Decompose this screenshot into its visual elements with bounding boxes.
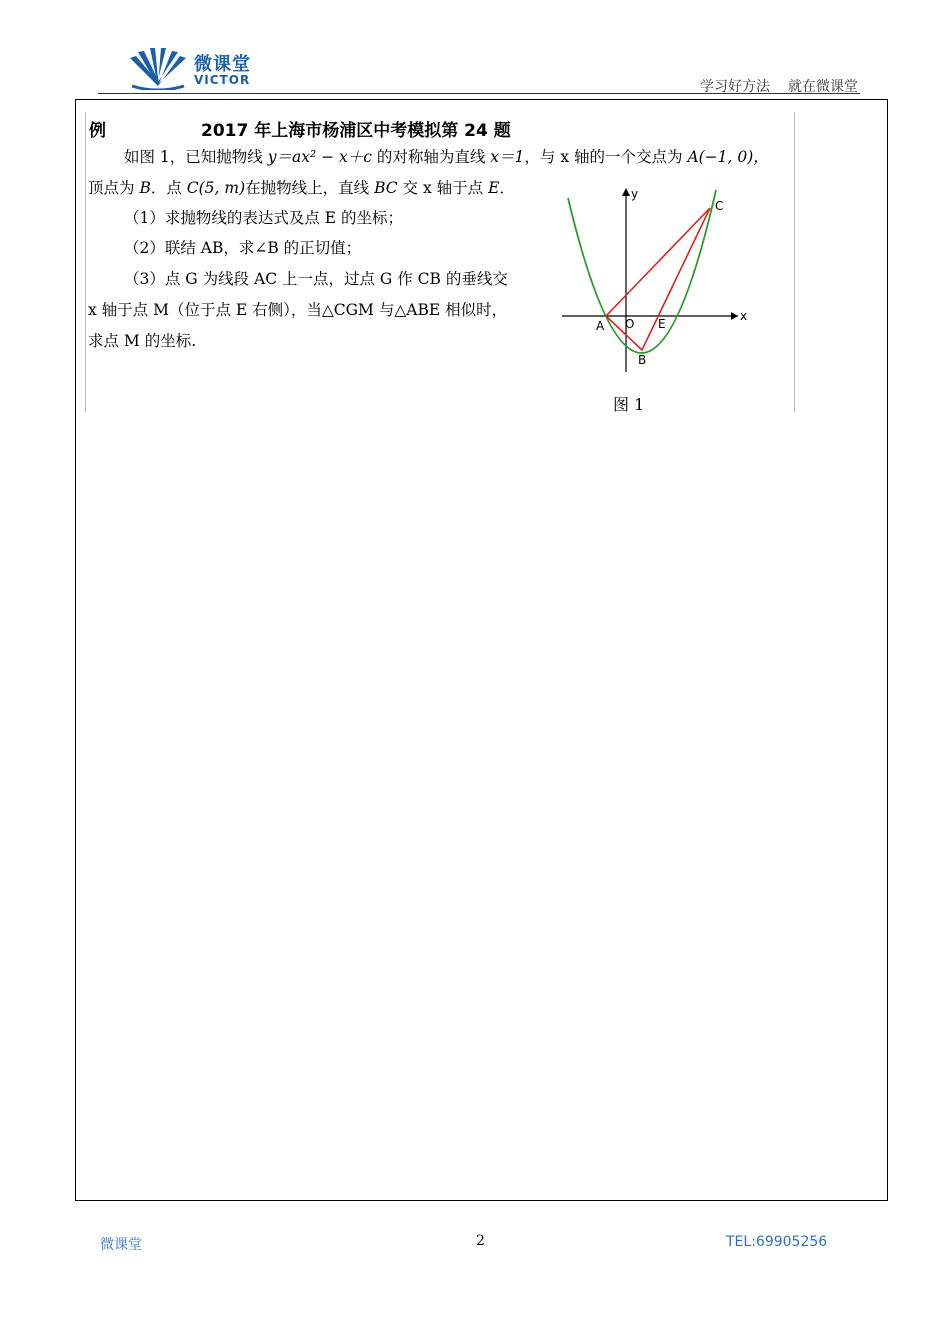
logo xyxy=(128,46,268,90)
intro-text: ． xyxy=(499,179,515,197)
line-bc: BC xyxy=(374,179,398,197)
logo-fan-icon xyxy=(128,46,188,90)
footer-brand: 微课堂 xyxy=(100,1237,142,1253)
point-e: E xyxy=(488,179,500,197)
parabola-curve xyxy=(568,190,716,353)
question-3-line-3: 求点 M 的坐标. xyxy=(88,332,197,350)
intro-text: 顶点为 xyxy=(88,179,140,197)
label-c: C xyxy=(715,199,724,213)
y-axis-arrow-icon xyxy=(622,188,630,196)
label-y: y xyxy=(631,187,639,201)
point-c-coord: C(5, m) xyxy=(186,179,246,197)
problem-intro-line-1 xyxy=(124,147,769,167)
slogan-part-1: 学习好方法 xyxy=(700,79,770,95)
parabola-equation: y＝ax² − x＋c xyxy=(267,148,372,166)
slogan-part-2: 就在微课堂 xyxy=(788,79,858,95)
question-2: （2）联结 AB，求∠B 的正切值； xyxy=(124,239,362,257)
problem-title-text: 2017 年上海市杨浦区中考模拟第 24 题 xyxy=(201,121,511,141)
question-3-line-2: x 轴于点 M（位于点 E 右侧），当△CGM 与△ABE 相似时， xyxy=(88,301,508,319)
parabola-graph xyxy=(558,182,758,382)
header-divider xyxy=(98,93,860,94)
intro-text: 在抛物线上，直线 xyxy=(245,179,375,197)
label-x: x xyxy=(740,309,748,323)
problem-title xyxy=(89,116,511,141)
problem-border-right xyxy=(794,112,795,412)
problem-label: 例 xyxy=(89,121,106,141)
footer-phone: TEL:69905256 xyxy=(726,1234,828,1250)
logo-text-cn: 微课堂 xyxy=(194,54,251,75)
x-axis-arrow-icon xyxy=(731,312,738,320)
problem-border-left xyxy=(85,112,86,412)
point-b: B xyxy=(139,179,151,197)
point-a-coord: A(−1, 0)， xyxy=(687,148,769,166)
intro-text: 如图 1，已知抛物线 xyxy=(124,148,268,166)
intro-text: 交 x 轴于点 xyxy=(397,179,489,197)
label-o: O xyxy=(625,317,635,331)
page-header xyxy=(0,0,950,96)
label-b: B xyxy=(638,353,647,367)
label-e: E xyxy=(658,317,666,331)
intro-text: ．点 xyxy=(150,179,187,197)
intro-text: ，与 x 轴的一个交点为 xyxy=(524,148,688,166)
question-1: （1）求抛物线的表达式及点 E 的坐标； xyxy=(124,209,404,227)
label-a: A xyxy=(596,319,605,333)
logo-text-en: VICTOR xyxy=(194,73,251,87)
intro-text: 的对称轴为直线 xyxy=(371,148,491,166)
figure-caption: 图 1 xyxy=(613,395,645,414)
page-number: 2 xyxy=(476,1233,485,1249)
problem-intro-line-2 xyxy=(88,178,515,198)
question-3-line-1: （3）点 G 为线段 AC 上一点，过点 G 作 CB 的垂线交 xyxy=(124,270,508,288)
symmetry-axis: x＝1 xyxy=(490,148,525,166)
parabola-figure xyxy=(558,182,758,382)
